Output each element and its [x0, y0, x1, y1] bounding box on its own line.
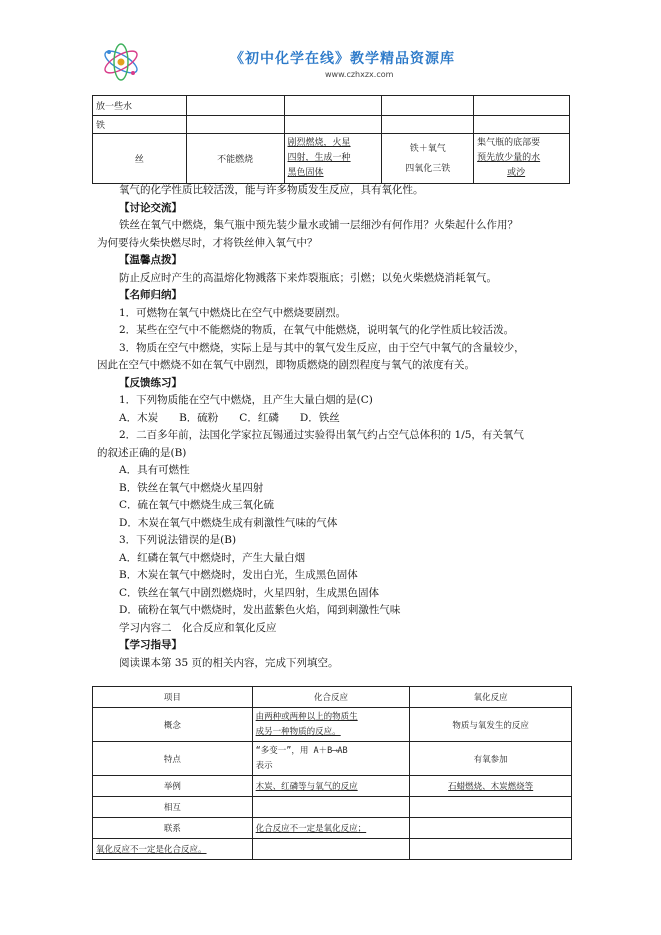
paragraph: 1．可燃物在氧气中燃烧比在空气中燃烧要剧烈。 — [119, 306, 347, 319]
section-heading: 【温馨点拨】 — [119, 254, 182, 266]
question: 的叙述正确的是(B) — [97, 446, 187, 459]
question-option: C．铁丝在氧气中剧烈燃烧时，火星四射，生成黑色固体 — [119, 586, 380, 599]
table-cell — [410, 818, 572, 839]
cell-line: 剧烈燃烧，火星 — [287, 138, 351, 148]
table-cell — [252, 839, 410, 860]
cell-text: 不能燃烧 — [217, 155, 254, 165]
row-label: 概念 — [93, 708, 253, 742]
row-label: 举例 — [93, 776, 253, 797]
cell-text: 放一些水 — [96, 102, 133, 112]
table-row — [93, 96, 570, 116]
cell-text: 铁 — [96, 121, 106, 131]
question-option: A．具有可燃性 — [119, 464, 190, 476]
cell-line: “多变一”，用 A＋B⟶AB — [255, 745, 348, 756]
question-option: A．红磷在氧气中燃烧时，产生大量白烟 — [119, 551, 306, 564]
cell-line: 或沙 — [507, 168, 526, 178]
table-cell: 石蜡燃烧、木炭燃烧等 — [410, 776, 572, 797]
row-label: 特点 — [93, 742, 253, 776]
table-cell: 氧化反应不一定是化合反应。 — [93, 839, 253, 860]
cell-line: 成另一种物质的反应。 — [255, 726, 341, 737]
cell-text: 丝 — [134, 155, 144, 165]
question-option: B．木炭在氧气中燃烧时，发出白光，生成黑色固体 — [119, 569, 358, 581]
paragraph: 3．物质在空气中燃烧，实际上是与其中的氧气发生反应，由于空气中氧气的含量较少， — [119, 341, 525, 354]
section-heading: 【反馈练习】 — [119, 376, 182, 389]
cell-line: 集气瓶的底部要 — [477, 138, 541, 148]
question: 3．下列说法错误的是(B) — [119, 534, 237, 546]
table-row — [93, 776, 572, 797]
question-option: D．木炭在氧气中燃烧生成有刺激性气味的气体 — [119, 516, 338, 529]
table-cell — [252, 797, 410, 818]
paragraph: 氧气的化学性质比较活泼，能与许多物质发生反应，具有氧化性。 — [119, 184, 424, 196]
row-label: 联系 — [93, 818, 253, 839]
cell-line: 预先放少量的水 — [477, 153, 541, 163]
table-row — [93, 708, 572, 742]
question-option: D．硫粉在氧气中燃烧时，发出蓝紫色火焰，闻到刺激性气味 — [119, 604, 401, 616]
section-heading: 【名师归纳】 — [119, 289, 182, 301]
cell-line: 铁＋氧气 — [409, 143, 446, 154]
table-cell — [284, 134, 382, 184]
table-row — [93, 797, 572, 818]
section-title: 学习内容二 化合反应和氧化反应 — [119, 621, 277, 634]
table-header-cell: 化合反应 — [252, 687, 410, 708]
table-cell — [186, 134, 284, 184]
question-option: C．硫在氧气中燃烧生成三氧化硫 — [119, 499, 275, 511]
paragraph: 阅读课本第 35 页的相关内容，完成下列填空。 — [119, 656, 339, 669]
table-cell — [410, 797, 572, 818]
table-cell — [252, 742, 410, 776]
cell-line: 由两种或两种以上的物质生 — [255, 711, 358, 722]
table-cell — [93, 96, 187, 116]
section-heading: 【讨论交流】 — [119, 201, 182, 214]
table-cell — [410, 839, 572, 860]
table-cell — [382, 96, 474, 116]
table-row — [93, 818, 572, 839]
cell-line: 黑色固体 — [287, 168, 324, 178]
table-row — [93, 839, 572, 860]
table-cell: 有氧参加 — [410, 742, 572, 776]
table-header-cell: 项目 — [93, 687, 253, 708]
table-cell — [93, 134, 187, 184]
table-cell — [474, 116, 570, 134]
experiment-table — [92, 95, 570, 184]
table-row — [93, 116, 570, 134]
paragraph: 为何要待火柴快燃尽时，才将铁丝伸入氧气中？ — [97, 236, 318, 249]
body-text — [97, 182, 567, 672]
table-cell — [252, 708, 410, 742]
banner-title: 《初中化学在线》教学精品资源库 — [230, 51, 455, 67]
atom-logo-icon — [100, 40, 142, 84]
table-cell: 化合反应不一定是氧化反应； — [252, 818, 410, 839]
header-banner — [100, 40, 560, 84]
table-row — [93, 742, 572, 776]
cell-line: 四射，生成一种 — [287, 153, 351, 163]
paragraph: 因此在空气中燃烧不如在氧气中剧烈，即物质燃烧的剧烈程度与氧气的浓度有关。 — [97, 359, 475, 371]
cell-line: 表示 — [255, 760, 273, 771]
table-cell — [474, 134, 570, 184]
row-label: 相互 — [93, 797, 253, 818]
table-cell — [382, 116, 474, 134]
table-row — [93, 134, 570, 184]
paragraph: 2．某些在空气中不能燃烧的物质，在氧气中能燃烧，说明氧气的化学性质比较活泼。 — [119, 324, 515, 336]
question: 2．二百多年前，法国化学家拉瓦锡通过实验得出氧气约占空气总体积的 1/5，有关氧气 — [119, 429, 524, 441]
question-options: A．木炭 B．硫粉 C．红磷 D．铁丝 — [119, 411, 340, 424]
table-cell — [382, 134, 474, 184]
table-cell — [474, 96, 570, 116]
table-cell: 物质与氧发生的反应 — [410, 708, 572, 742]
paragraph: 铁丝在氧气中燃烧，集气瓶中预先装少量水或铺一层细沙有何作用？火柴起什么作用？ — [119, 219, 518, 231]
section-heading: 【学习指导】 — [119, 639, 182, 651]
table-cell — [186, 96, 284, 116]
banner-url: www.czhxzx.com — [325, 70, 394, 79]
table-cell: 木炭、红磷等与氧气的反应 — [252, 776, 410, 797]
reaction-comparison-table — [92, 686, 572, 860]
table-header-row — [93, 687, 572, 708]
paragraph: 防止反应时产生的高温熔化物溅落下来炸裂瓶底；引燃；以免火柴燃烧消耗氧气。 — [119, 271, 497, 284]
question-option: B．铁丝在氧气中燃烧火星四射 — [119, 481, 264, 494]
table-cell — [93, 116, 187, 134]
table-header-cell: 氧化反应 — [410, 687, 572, 708]
table-cell — [186, 116, 284, 134]
table-cell — [284, 116, 382, 134]
cell-line: 四氧化三铁 — [405, 163, 451, 174]
question: 1．下列物质能在空气中燃烧，且产生大量白烟的是(C) — [119, 394, 373, 406]
table-cell — [284, 96, 382, 116]
